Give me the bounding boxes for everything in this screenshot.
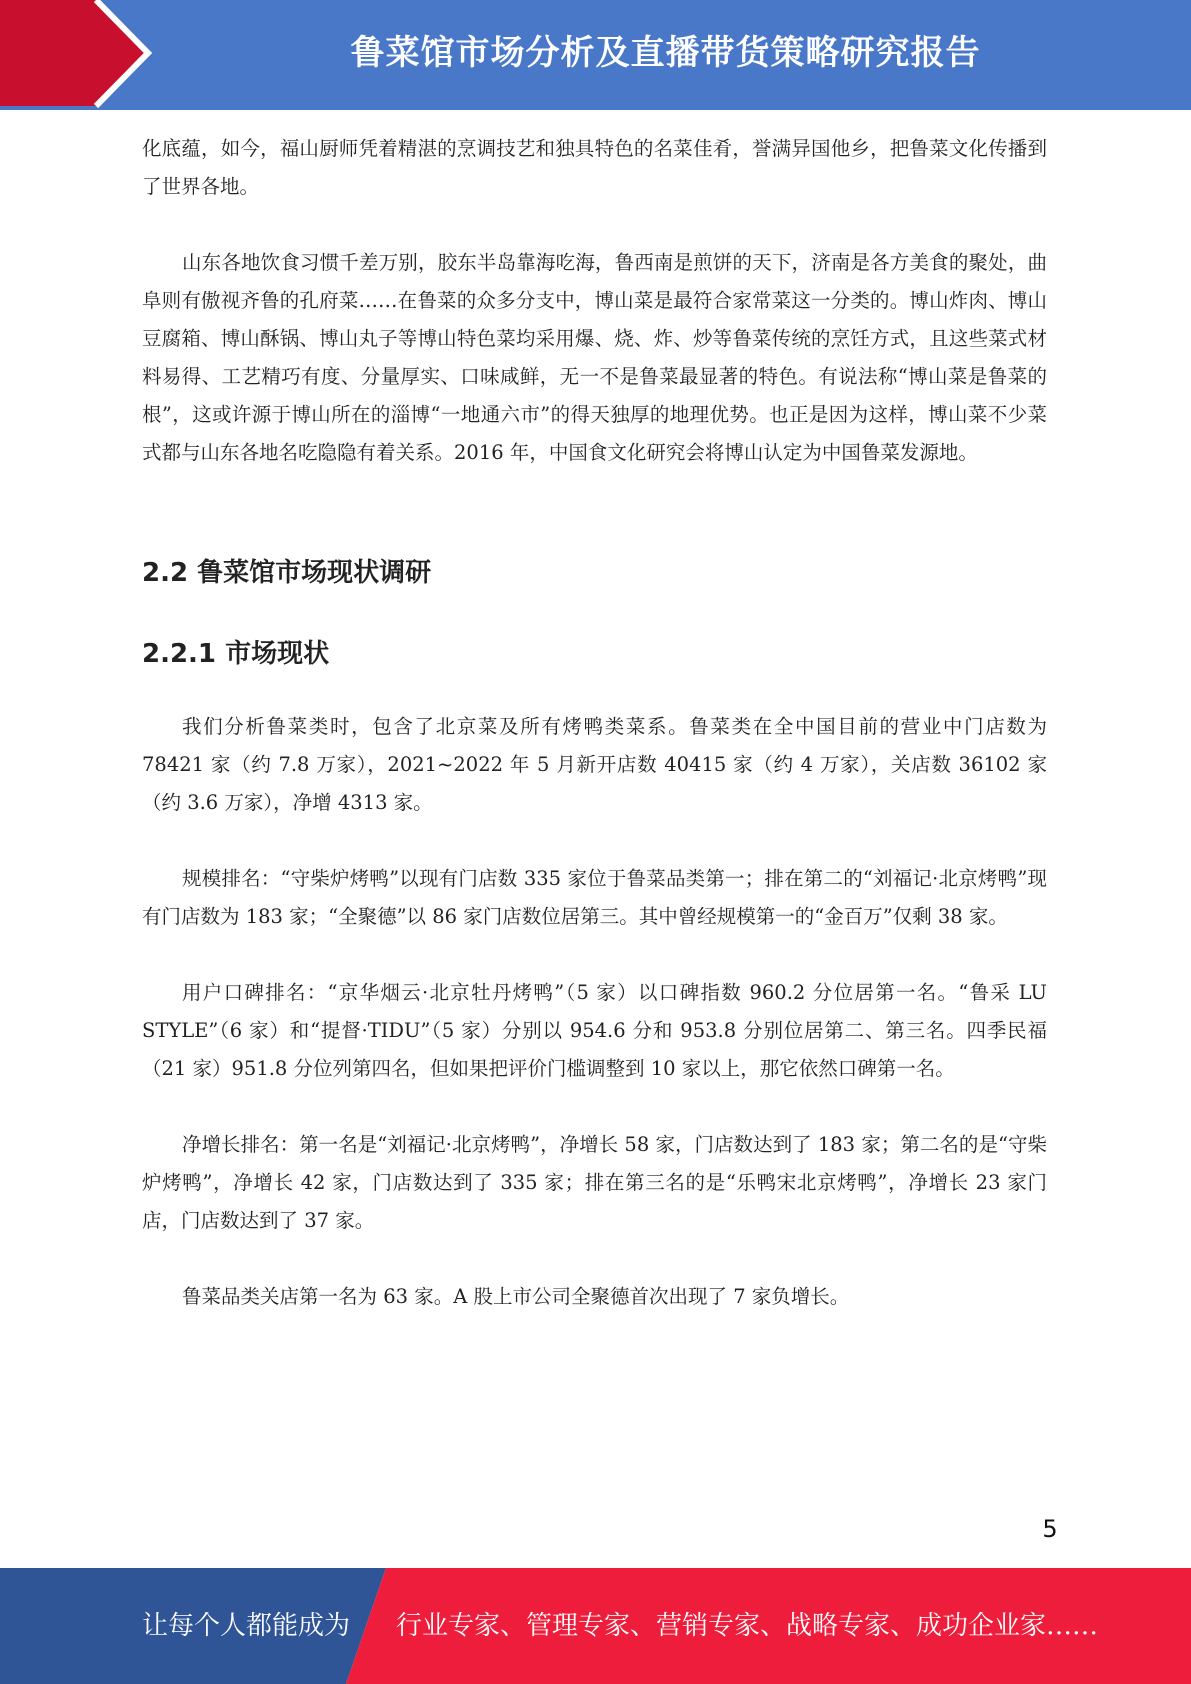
paragraph-reputation-ranking: 用户口碑排名：“京华烟云·北京牡丹烤鸭”（5 家）以口碑指数 960.2 分位居第一名。“鲁采 LU STYLE”（6 家）和“提督·TIDU”（5 家）分别以 954.6 分和 953.8 分别位居第二、第三名。四季民福（21 家）951.8 分位列第四名，但如果把评价门槛调整到 10 家以上，那它依然口碑第一名。 [142,981,1047,1080]
paragraph-boshan-cuisine: 山东各地饮食习惯千差万别，胶东半岛靠海吃海，鲁西南是煎饼的天下，济南是各方美食的聚处，曲阜则有傲视齐鲁的孔府菜……在鲁菜的众多分支中，博山菜是最符合家常菜这一分类的。博山炸肉、博山豆腐箱、博山酥锅、博山丸子等博山特色菜均采用爆、烧、炸、炒等鲁菜传统的烹饪方式，且这些菜式材料易得、工艺精巧有度、分量厚实、口味咸鲜，无一不是鲁菜最显著的特色。有说法称“博山菜是鲁菜的根”，这或许源于博山所在的淄博“一地通六市”的得天独厚的地理优势。也正是因为这样，博山菜不少菜式都与山东各地名吃隐隐有着关系。2016 年，中国食文化研究会将博山认定为中国鲁菜发源地。 [142,251,1047,464]
document-title: 鲁菜馆市场分析及直播带货策略研究报告 [350,33,981,73]
paragraph-market-overview: 我们分析鲁菜类时，包含了北京菜及所有烤鸭类菜系。鲁菜类在全中国目前的营业中门店数为 78421 家（约 7.8 万家），2021~2022 年 5 月新开店数 40415 家（约 4 万家），关店数 36102 家（约 3.6 万家），净增 4313 家。 [142,715,1047,814]
page-header [0,0,1191,110]
section-heading-2-2-1: 2.2.1 市场现状 [142,639,330,669]
section-heading-2-2: 2.2 鲁菜馆市场现状调研 [142,558,432,588]
paragraph-continuation: 化底蕴，如今，福山厨师凭着精湛的烹调技艺和独具特色的名菜佳肴，誉满异国他乡，把鲁菜文化传播到了世界各地。 [142,137,1047,198]
footer-slogan-right: 行业专家、管理专家、营销专家、战略专家、成功企业家…… [396,1611,1099,1641]
paragraph-closures: 鲁菜品类关店第一名为 63 家。A 股上市公司全聚德首次出现了 7 家负增长。 [182,1285,850,1308]
page-footer [0,1568,1191,1684]
footer-slogan-left: 让每个人都能成为 [142,1611,351,1641]
paragraph-growth-ranking: 净增长排名：第一名是“刘福记·北京烤鸭”，净增长 58 家，门店数达到了 183 家；第二名的是“守柴炉烤鸭”，净增长 42 家，门店数达到了 335 家；排在第三名的是“乐鸭宋北京烤鸭”，净增长 23 家门店，门店数达到了 37 家。 [142,1133,1047,1232]
paragraph-scale-ranking: 规模排名：“守柴炉烤鸭”以现有门店数 335 家位于鲁菜品类第一；排在第二的“刘福记·北京烤鸭”现有门店数为 183 家；“全聚德”以 86 家门店数位居第三。其中曾经规模第一的“金百万”仅剩 38 家。 [142,867,1047,928]
page-number: 5 [1042,1515,1058,1543]
document-body [142,130,1047,1316]
